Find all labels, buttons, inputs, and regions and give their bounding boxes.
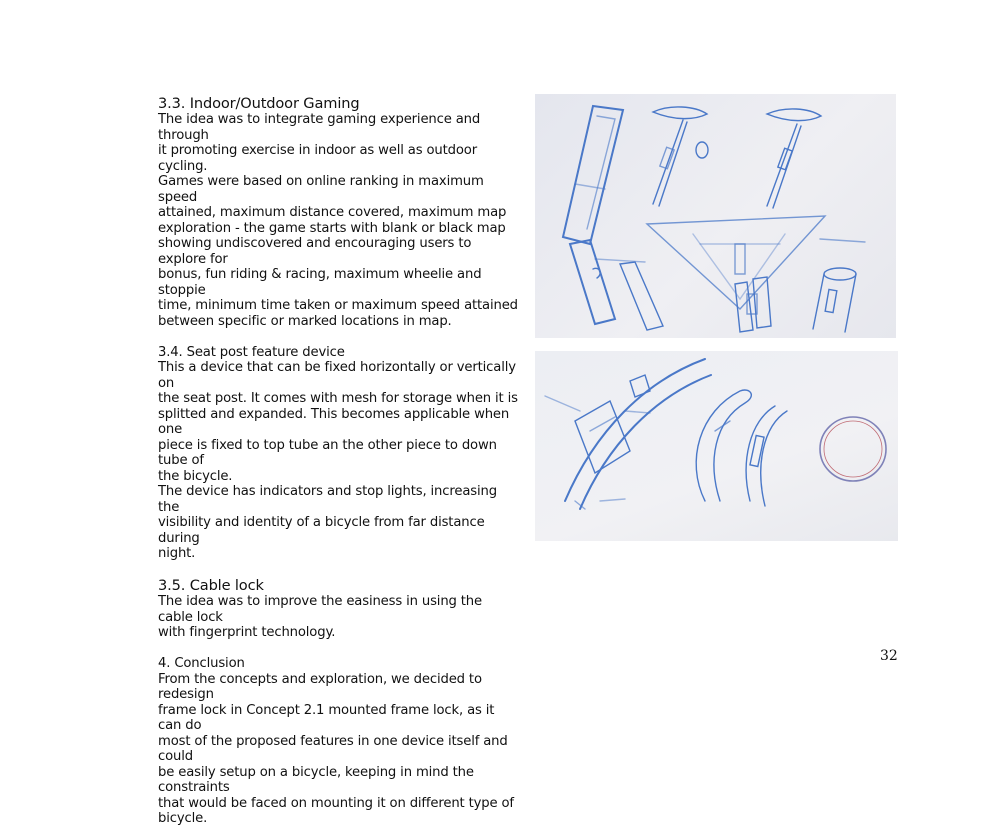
section-heading-cablelock: 3.5. Cable lock: [158, 577, 264, 594]
gaming-line: The idea was to integrate gaming experience and through: [158, 112, 481, 143]
conclusion-line: be easily setup on a bicycle, keeping in mind the constraints: [158, 764, 474, 795]
spacer: [158, 329, 520, 345]
conclusion-line: most of the proposed features in one device itself and could: [158, 733, 508, 764]
seatpost-line: the bicycle.: [158, 468, 233, 484]
conclusion-line: frame lock in Concept 2.1 mounted frame lock, as it can do: [158, 702, 495, 733]
text-column: [158, 95, 520, 827]
section-heading-seatpost: 3.4. Seat post feature device: [158, 344, 345, 360]
spacer: [158, 641, 520, 657]
cablelock-sketch-image: [535, 351, 898, 541]
gaming-line: between specific or marked locations in map.: [158, 313, 452, 329]
gaming-line: it promoting exercise in indoor as well as outdoor cycling.: [158, 143, 477, 174]
gaming-line: bonus, fun riding & racing, maximum wheelie and stoppie: [158, 267, 482, 298]
gaming-line: attained, maximum distance covered, maximum map: [158, 205, 507, 220]
cablelock-line: The idea was to improve the easiness in using the cable lock: [158, 594, 482, 625]
seatpost-line: visibility and identity of a bicycle from far distance during: [158, 515, 485, 546]
gaming-line: showing undiscovered and encouraging users to explore for: [158, 236, 472, 267]
seatpost-sketch-image: [535, 94, 896, 338]
cablelock-line: with fingerprint technology.: [158, 625, 336, 640]
seatpost-line: The device has indicators and stop lights, increasing the: [158, 484, 497, 515]
seatpost-line: This a device that can be fixed horizontally or vertically on: [158, 360, 516, 391]
section-heading-gaming: 3.3. Indoor/Outdoor Gaming: [158, 95, 360, 112]
gaming-line: exploration - the game starts with blank or black map: [158, 220, 506, 236]
conclusion-line: bicycle.: [158, 811, 208, 826]
conclusion-line: that would be faced on mounting it on different type of: [158, 795, 514, 811]
page-number: 32: [880, 648, 898, 664]
seatpost-line: splitted and expanded. This becomes applicable when one: [158, 406, 510, 437]
gaming-line: Games were based on online ranking in maximum speed: [158, 174, 484, 205]
conclusion-line: From the concepts and exploration, we decided to redesign: [158, 671, 482, 702]
gaming-line: time, minimum time taken or maximum speed attained: [158, 298, 518, 313]
seatpost-line: the seat post. It comes with mesh for storage when it is: [158, 391, 518, 406]
seatpost-line: night.: [158, 546, 196, 561]
seatpost-line: piece is fixed to top tube an the other piece to down tube of: [158, 437, 497, 468]
spacer: [158, 562, 520, 578]
section-heading-conclusion: 4. Conclusion: [158, 656, 245, 671]
